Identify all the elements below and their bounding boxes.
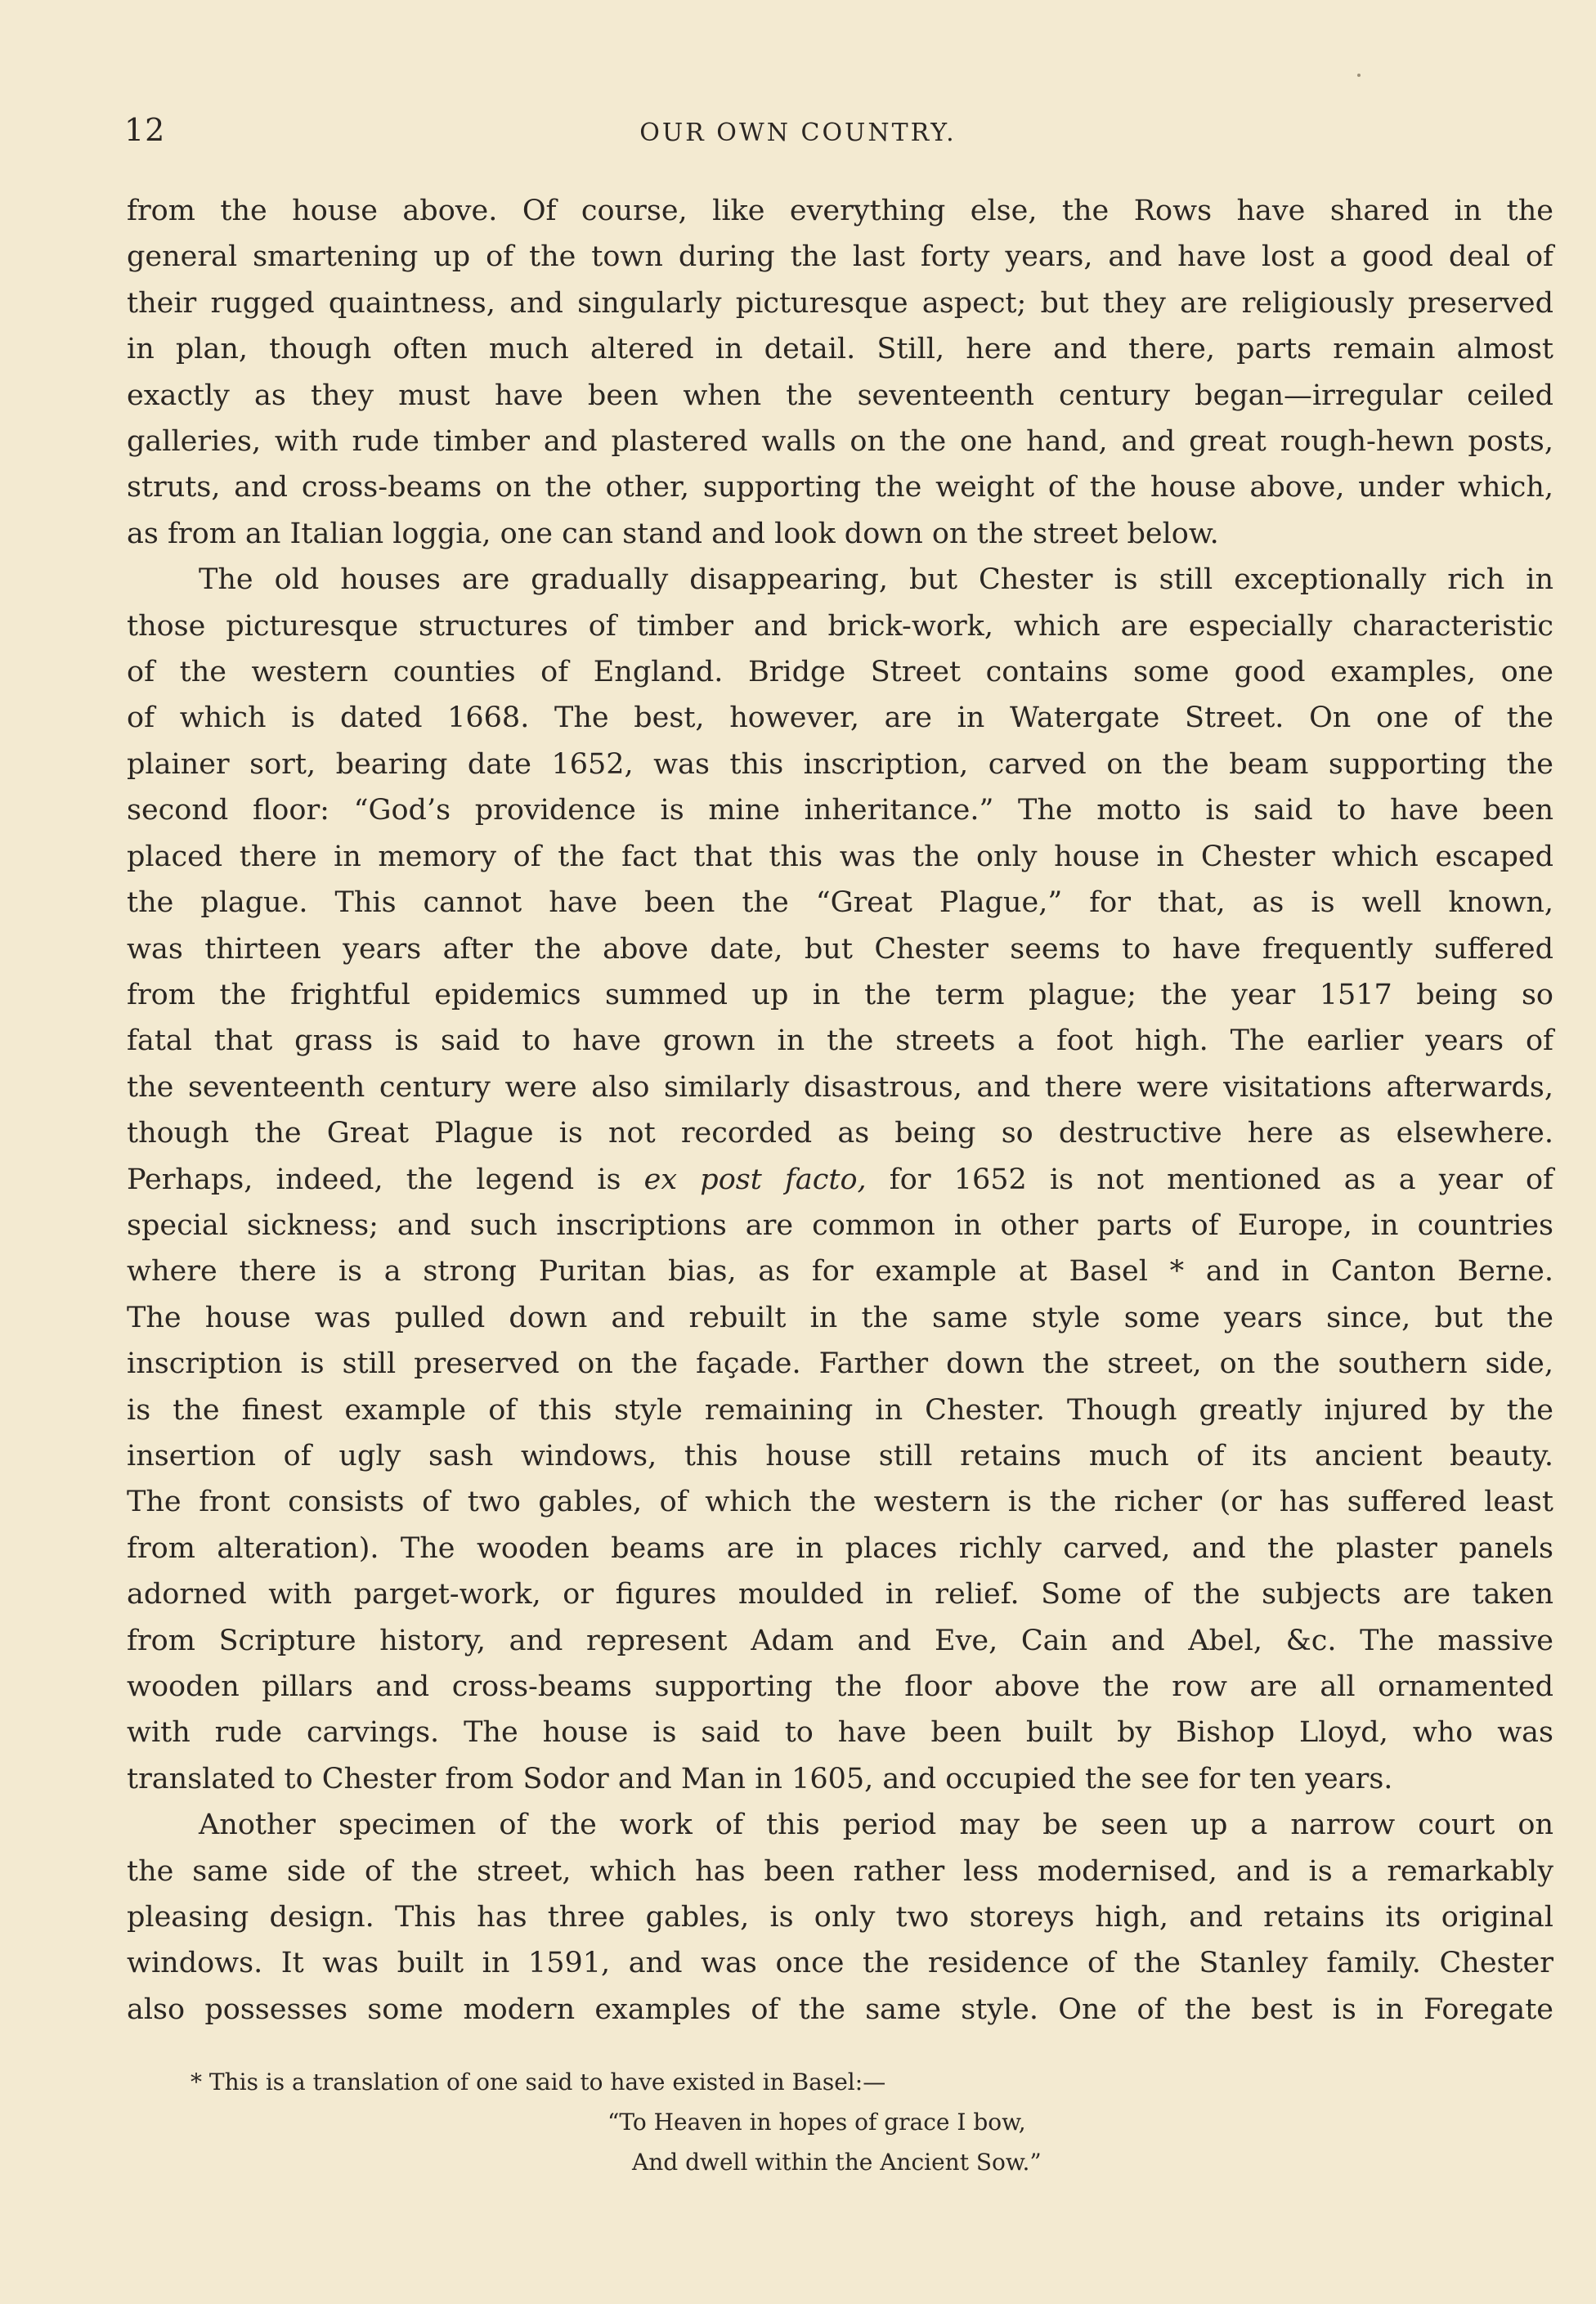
text-line: though the Great Plague is not recorded as being so destructive here as elsewhere. [127,1117,1553,1150]
text-line: the seventeenth century were also similarly disastrous, and there were visitations afterwards, [127,1070,1553,1104]
footnote-intro: * This is a translation of one said to have existed in Basel:— [191,2069,886,2096]
text-line: pleasing design. This has three gables, is only two storeys high, and retains its original [127,1901,1553,1934]
text-line: of which is dated 1668. The best, however, are in Watergate Street. On one of the [127,702,1553,735]
text-line: windows. It was built in 1591, and was once the residence of the Stanley family. Chester [127,1947,1553,1980]
text-line: The front consists of two gables, of which the western is the richer (or has suffered least [127,1486,1553,1519]
text-line: wooden pillars and cross-beams supporting the floor above the row are all ornamented [127,1670,1553,1703]
text-line: the same side of the street, which has been rather less modernised, and is a remarkably [127,1854,1553,1888]
text-line: insertion of ugly sash windows, this house still retains much of its ancient beauty. [127,1439,1553,1472]
body-text [127,188,1553,2033]
text-line: placed there in memory of the fact that this was the only house in Chester which escaped [127,840,1553,873]
footnote-verse-line-2: And dwell within the Ancient Sow.” [632,2149,1042,2176]
text-line: galleries, with rude timber and plastered walls on the one hand, and great rough-hewn posts, [127,425,1553,459]
footnote-verse-line-1: “To Heaven in hopes of grace I bow, [607,2109,1026,2136]
text-line: where there is a strong Puritan bias, as for example at Basel * and in Canton Berne. [127,1255,1553,1289]
text-line: from Scripture history, and represent Adam and Eve, Cain and Abel, &c. The massive [127,1624,1553,1657]
text-line: exactly as they must have been when the seventeenth century began—irregular ceiled [127,379,1553,412]
text-line: those picturesque structures of timber and brick-work, which are especially characteristic [127,609,1553,643]
text-line: The house was pulled down and rebuilt in the same style some years since, but the [127,1301,1553,1334]
text-line: plainer sort, bearing date 1652, was this inscription, carved on the beam supporting the [127,747,1553,781]
text-line: special sickness; and such inscriptions are common in other parts of Europe, in countries [127,1208,1553,1242]
text-line-with-italic [127,1157,1553,1203]
paragraph-2 [127,557,1553,1802]
page-number: 12 [124,112,166,148]
footnote [191,2062,1042,2182]
text-line: also possesses some modern examples of the same style. One of the best is in Foregate [127,1992,1553,2026]
text-line: from the frightful epidemics summed up in the term plague; the year 1517 being so [127,978,1553,1011]
paragraph-3 [127,1802,1553,2033]
text-line: second floor: “God’s providence is mine inheritance.” The motto is said to have been [127,794,1553,827]
text-segment: Perhaps, indeed, the legend is [127,1163,644,1196]
text-line: is the finest example of this style remaining in Chester. Though greatly injured by the [127,1393,1553,1427]
text-line: with rude carvings. The house is said to have been built by Bishop Lloyd, who was [127,1716,1553,1750]
text-line: from the house above. Of course, like everything else, the Rows have shared in the [127,195,1553,227]
paper-blemish [1357,74,1361,77]
text-line: struts, and cross-beams on the other, supporting the weight of the house above, under which, [127,471,1553,504]
text-segment: for 1652 is not mentioned as a year of [866,1163,1553,1196]
text-line: their rugged quaintness, and singularly picturesque aspect; but they are religiously preserved [127,286,1553,320]
text-line: general smartening up of the town during the last forty years, and have lost a good deal of [127,240,1553,274]
text-line: Another specimen of the work of this period may be seen up a narrow court on [199,1809,1553,1842]
text-line: translated to Chester from Sodor and Man in 1605, and occupied the see for ten years. [127,1762,1393,1795]
text-line: as from an Italian loggia, one can stand and look down on the street below. [127,517,1219,550]
text-line: fatal that grass is said to have grown in the streets a foot high. The earlier years of [127,1024,1553,1058]
text-line: of the western counties of England. Bridge Street contains some good examples, one [127,656,1553,689]
italic-phrase: ex post facto, [643,1163,867,1196]
paragraph-1 [127,188,1553,557]
text-line: was thirteen years after the above date, but Chester seems to have frequently suffered [127,932,1553,966]
text-line: adorned with parget-work, or figures moulded in relief. Some of the subjects are taken [127,1578,1553,1611]
running-title: OUR OWN COUNTRY. [639,119,957,147]
text-line: The old houses are gradually disappearing, but Chester is still exceptionally rich in [199,563,1553,597]
text-line: in plan, though often much altered in detail. Still, here and there, parts remain almost [127,333,1553,366]
text-line: inscription is still preserved on the façade. Farther down the street, on the southern side, [127,1347,1553,1381]
text-line: the plague. This cannot have been the “Great Plague,” for that, as is well known, [127,886,1553,920]
text-line: from alteration). The wooden beams are in places richly carved, and the plaster panels [127,1531,1553,1565]
